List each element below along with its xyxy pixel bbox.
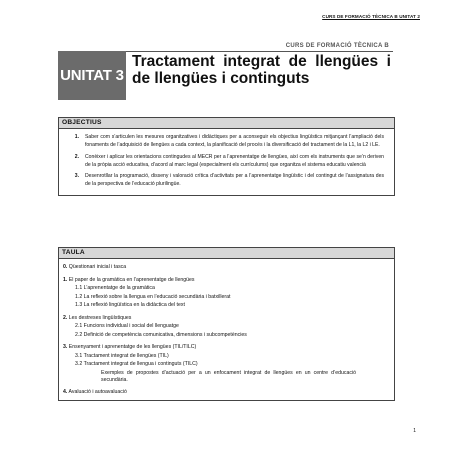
toc-subentry — [63, 322, 386, 331]
toc-text: Les destreses lingüístiques — [68, 314, 132, 321]
toc-text: Ensenyament i aprenentatge de les llengües (TIL/TILC) — [68, 344, 197, 350]
toc-text: Definició de competència comunicativa, dimensions i subcompetències — [83, 331, 247, 338]
contents-section — [58, 247, 395, 401]
toc-number: 3.2 — [75, 361, 83, 367]
toc-subentry — [63, 284, 386, 293]
objective-item — [65, 172, 384, 189]
toc-number: 1.3 — [75, 302, 83, 308]
unit-badge: UNITAT 3 — [58, 51, 126, 100]
toc-text: Qüestionari inicial i tasca — [68, 264, 127, 270]
toc-text: Funcions individual i social del llenguatge — [83, 323, 179, 329]
toc-entry — [63, 388, 386, 397]
objective-number: 1. — [74, 134, 79, 140]
toc-text: El paper de la gramàtica en l’aprenentatge de llengües — [68, 276, 195, 283]
toc-text: Tractament integrat de llengües (TIL) — [83, 352, 169, 359]
page-number: 1 — [413, 428, 416, 434]
toc-number: 1. — [63, 276, 68, 283]
unit-title: Tractament integrat de llengües i de llengües i continguts — [132, 53, 391, 87]
toc-subentry — [63, 301, 386, 310]
running-header: CURS DE FORMACIÓ TÈCNICA B UNITAT 2 — [322, 14, 420, 19]
toc-number: 3. — [63, 344, 68, 350]
toc-entry — [63, 276, 386, 285]
toc-note — [63, 370, 386, 384]
objectives-section — [58, 117, 395, 196]
toc-text: Exemples de propostes d’actuació per a un enfocament integrat de llengües en un centre d’educació secundària. — [101, 369, 356, 383]
toc-number: 4. — [63, 388, 68, 395]
toc-subentry — [63, 293, 386, 302]
table-of-contents — [59, 259, 394, 400]
toc-number: 2.1 — [75, 323, 83, 329]
course-label: CURS DE FORMACIÓ TÈCNICA B — [126, 43, 393, 52]
toc-text: Tractament integrat de llengua i continguts (TILC) — [83, 361, 198, 367]
toc-entry — [63, 343, 386, 352]
toc-text: La reflexió lingüística en la didàctica del text — [83, 302, 185, 308]
toc-entry — [63, 263, 386, 272]
objectives-heading: OBJECTIUS — [59, 118, 394, 129]
toc-number: 1.1 — [75, 285, 83, 291]
toc-number: 2.2 — [75, 331, 83, 338]
objective-text: Conèixer i aplicar les orientacions contingudes al MECR per a l’aprenentatge de llengües, així com els instruments que se’n deriven de la pròpia acció educativa, d’acord al marc legal (especialment els currículums) que organitza el sistema educatiu valencià — [85, 153, 384, 168]
toc-text: La reflexió sobre la llengua en l’educació secundària i batxillerat — [83, 293, 231, 300]
toc-number: 3.1 — [75, 352, 83, 359]
toc-text: L’aprenentatge de la gramàtica — [83, 285, 155, 291]
objective-text: Saber com s’articulen les mesures organitzatives i didàctiques per a aconseguir els objectius lingüístics mitjançant l’ampliació dels fonaments de l’adquisició de llengües a cada context, la planificació del procés i la diversificació del tractament de la L1, la L2 i LE. — [85, 134, 384, 149]
toc-number: 0. — [63, 264, 68, 270]
toc-subentry — [63, 352, 386, 361]
objective-number: 3. — [74, 173, 79, 180]
toc-subentry — [63, 331, 386, 340]
toc-subentry — [63, 360, 386, 369]
unit-title-block — [58, 43, 393, 100]
contents-heading: TAULA — [59, 248, 394, 259]
objective-item — [65, 133, 384, 150]
toc-entry — [63, 314, 386, 323]
objective-item — [65, 153, 384, 170]
objective-number: 2. — [74, 153, 79, 160]
objective-text: Desenrotllar la programació, disseny i valoració crítica d’activitats per a l’aprenentatge lingüístic i del contingut de l’assignatura des de la perspectiva de l’educació plurilingüe. — [85, 173, 384, 188]
toc-number: 2. — [63, 314, 68, 321]
objectives-list — [59, 129, 394, 195]
toc-number: 1.2 — [75, 293, 83, 300]
toc-text: Avaluació i autoavaluació — [68, 388, 127, 395]
